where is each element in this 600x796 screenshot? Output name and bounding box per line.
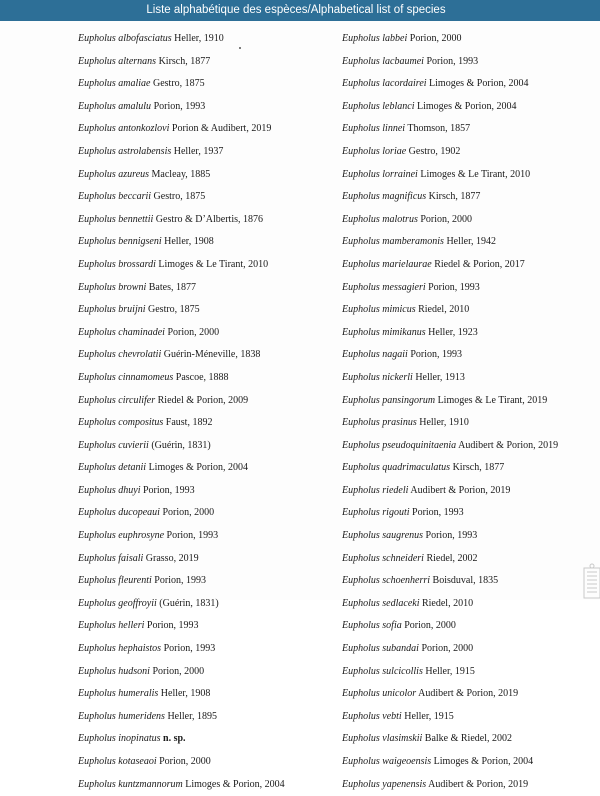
species-entry: [342, 299, 600, 322]
species-entry: [342, 728, 600, 751]
species-entry: [342, 51, 600, 74]
species-author: Porion, 2000: [404, 620, 456, 632]
species-author: Faust, 1892: [165, 417, 213, 429]
species-author: Porion, 1993: [143, 484, 195, 496]
species-entry: [342, 706, 600, 729]
species-entry: [78, 141, 330, 164]
species-name: Eupholus lacbaumei: [342, 55, 424, 67]
species-list-right-column: [342, 28, 600, 796]
species-name: Eupholus compositus: [78, 417, 164, 429]
species-author: Porion, 1993: [425, 530, 478, 542]
species-entry: [78, 593, 330, 616]
species-entry: [342, 457, 600, 480]
species-name: Eupholus chaminadei: [78, 326, 165, 338]
species-entry: [78, 548, 330, 571]
species-name: Eupholus nagaii: [342, 349, 408, 361]
species-author: Riedel, 2002: [426, 552, 478, 564]
species-entry: [342, 435, 600, 458]
species-entry: [78, 322, 330, 345]
species-author: Heller, 1915: [404, 710, 454, 722]
species-name: Eupholus prasinus: [342, 417, 417, 429]
species-author: Limoges & Porion, 2004: [148, 462, 249, 474]
species-name: Eupholus browni: [78, 281, 147, 293]
species-entry: [78, 254, 330, 277]
species-name: Eupholus azureus: [78, 168, 150, 180]
species-entry: [342, 570, 600, 593]
species-entry: [78, 728, 330, 751]
species-name: Eupholus mimicus: [342, 304, 416, 316]
species-name: Eupholus euphrosyne: [78, 530, 165, 542]
species-entry: [342, 186, 600, 209]
species-author: Audibert & Porion, 2019: [410, 484, 511, 496]
species-entry: [78, 164, 330, 187]
species-author: Limoges & Porion, 2004: [433, 756, 534, 767]
species-entry: [78, 502, 330, 525]
species-name: Eupholus astrolabensis: [78, 145, 172, 157]
species-entry: [78, 480, 330, 503]
species-entry: [342, 344, 600, 367]
species-entry: [78, 706, 330, 729]
page-header-bar: [0, 0, 600, 21]
species-author: Gestro, 1875: [153, 191, 206, 203]
species-name: Eupholus pansingorum: [342, 394, 436, 406]
species-name: Eupholus sedlaceki: [342, 597, 420, 609]
species-author: Limoges & Le Tirant, 2010: [420, 168, 531, 180]
species-name: Eupholus inopinatus: [78, 733, 161, 745]
species-author: Porion, 1993: [163, 643, 216, 655]
species-entry: [78, 73, 330, 96]
species-name: Eupholus malotrus: [342, 213, 418, 225]
species-entry: [342, 548, 600, 571]
species-entry: [78, 751, 330, 774]
species-name: Eupholus magnificus: [342, 191, 427, 203]
species-name: Eupholus circulifer: [78, 394, 156, 406]
species-name: Eupholus kuntzmannorum: [78, 778, 183, 790]
species-entry: [342, 525, 600, 548]
species-entry: [342, 751, 600, 774]
species-entry: [342, 593, 600, 616]
species-entry: [342, 231, 600, 254]
species-author: Heller, 1923: [428, 326, 478, 338]
species-author: Riedel & Porion, 2009: [157, 394, 249, 406]
species-author: Limoges & Le Tirant, 2010: [158, 258, 269, 270]
species-name: Eupholus detanii: [78, 462, 147, 474]
species-name: Eupholus saugrenus: [342, 530, 424, 542]
species-entry: [342, 277, 600, 300]
species-name: Eupholus subandai: [342, 643, 419, 655]
species-entry: [78, 277, 330, 300]
species-name: Eupholus hephaistos: [78, 643, 162, 655]
species-name: Eupholus cuvierii: [78, 439, 149, 451]
species-name: Eupholus fleurenti: [78, 575, 152, 587]
species-name: Eupholus humeralis: [78, 688, 159, 700]
species-entry: [78, 570, 330, 593]
species-name: Eupholus quadrimaculatus: [342, 462, 451, 474]
species-author: (Guérin, 1831): [151, 439, 211, 451]
species-entry: [78, 96, 330, 119]
species-author: Macleay, 1885: [151, 168, 211, 180]
species-entry: [78, 412, 330, 435]
species-author: Riedel, 2010: [421, 597, 474, 609]
species-name: Eupholus mimikanus: [342, 326, 426, 338]
species-author: Heller, 1910: [174, 33, 224, 44]
species-entry: [78, 186, 330, 209]
species-name: Eupholus sulcicollis: [342, 665, 423, 677]
species-author: Heller, 1908: [164, 236, 214, 248]
species-entry: [342, 141, 600, 164]
species-entry: [78, 367, 330, 390]
species-author: Audibert & Porion, 2019: [418, 688, 519, 700]
species-name: Eupholus bennettii: [78, 213, 154, 225]
species-author: Heller, 1910: [419, 417, 469, 429]
species-name: Eupholus faisali: [78, 552, 144, 564]
species-entry: [78, 435, 330, 458]
species-name: Eupholus chevrolatii: [78, 349, 162, 361]
species-author: Porion, 2000: [420, 213, 473, 225]
species-entry: [78, 51, 330, 74]
species-author: Porion, 1993: [154, 575, 206, 587]
species-name: Eupholus schneideri: [342, 552, 424, 564]
species-author: Porion, 1993: [426, 55, 479, 67]
species-name: Eupholus vlasimskii: [342, 733, 423, 745]
species-entry: [342, 480, 600, 503]
species-name: Eupholus linnei: [342, 123, 406, 135]
species-author: Kirsch, 1877: [158, 55, 211, 67]
species-author: Porion, 1993: [412, 507, 464, 519]
species-name: Eupholus amalulu: [78, 100, 152, 112]
species-author: Porion, 2000: [421, 643, 474, 655]
species-author: Porion, 2000: [162, 507, 215, 519]
species-author: Balke & Riedel, 2002: [424, 733, 512, 745]
species-author: Guérin-Méneville, 1838: [163, 349, 261, 361]
species-entry: [342, 73, 600, 96]
species-name: Eupholus pseudoquinitaenia: [342, 439, 457, 451]
species-name: Eupholus loriae: [342, 145, 407, 157]
species-author: Limoges & Porion, 2004: [417, 100, 517, 112]
page-header-title: Liste alphabétique des espèces/Alphabetical list of species: [146, 4, 446, 16]
species-author: Porion, 2000: [409, 33, 462, 44]
species-name: Eupholus cinnamomeus: [78, 371, 174, 383]
species-name: Eupholus dhuyi: [78, 484, 141, 496]
species-entry: [78, 299, 330, 322]
species-author: Riedel & Porion, 2017: [434, 258, 525, 270]
species-author: Porion, 2000: [152, 665, 205, 677]
species-entry: [78, 209, 330, 232]
species-author: Grasso, 2019: [145, 552, 199, 564]
species-name: Eupholus labbei: [342, 33, 408, 44]
species-entry: [342, 118, 600, 141]
species-entry: [78, 457, 330, 480]
watermark-stamp-icon: [580, 560, 600, 604]
species-entry: [78, 118, 330, 141]
species-entry: [78, 344, 330, 367]
species-author: Limoges & Porion, 2004: [185, 778, 285, 790]
species-name: Eupholus schoenherri: [342, 575, 431, 587]
species-entry: [78, 231, 330, 254]
species-author: Gestro & D’Albertis, 1876: [155, 213, 263, 225]
species-author: Porion, 2000: [167, 326, 220, 338]
species-name: Eupholus messagieri: [342, 281, 426, 293]
species-name: Eupholus lorrainei: [342, 168, 418, 180]
species-author: Boisduval, 1835: [432, 575, 499, 587]
species-author: Heller, 1895: [167, 710, 218, 722]
species-entry: [78, 661, 330, 684]
species-entry: [342, 390, 600, 413]
species-author: Gestro, 1875: [148, 304, 200, 316]
species-author: Porion, 1993: [166, 530, 219, 542]
species-name: Eupholus hudsoni: [78, 665, 150, 677]
species-name: Eupholus unicolor: [342, 688, 417, 700]
species-author: Porion, 1993: [410, 349, 463, 361]
species-name: Eupholus ducopeaui: [78, 507, 160, 519]
species-entry: [78, 638, 330, 661]
species-entry: [342, 683, 600, 706]
species-author: (Guérin, 1831): [159, 597, 219, 609]
species-author: Limoges & Le Tirant, 2019: [437, 394, 548, 406]
species-entry: [78, 615, 330, 638]
species-author: Limoges & Porion, 2004: [429, 78, 529, 90]
species-name: Eupholus albofasciatus: [78, 33, 172, 44]
species-name: Eupholus antonkozlovi: [78, 123, 170, 135]
species-author: Bates, 1877: [148, 281, 196, 293]
species-entry: [342, 322, 600, 345]
species-author: Porion, 1993: [153, 100, 206, 112]
species-name: Eupholus lacordairei: [342, 78, 427, 90]
species-name: Eupholus mamberamonis: [342, 236, 444, 248]
species-entry: [78, 683, 330, 706]
species-name: Eupholus humeridens: [78, 710, 165, 722]
species-entry: [78, 774, 330, 796]
species-entry: [342, 96, 600, 119]
species-name: Eupholus amaliae: [78, 78, 151, 90]
species-list-left-column: [78, 28, 330, 796]
species-author: Porion, 1993: [146, 620, 199, 632]
species-author: Riedel, 2010: [418, 304, 470, 316]
species-entry: [78, 28, 330, 51]
species-entry: [342, 502, 600, 525]
species-author: Pascoe, 1888: [175, 371, 229, 383]
species-name: Eupholus vebti: [342, 710, 402, 722]
species-name: Eupholus brossardi: [78, 258, 156, 270]
species-entry: [342, 209, 600, 232]
species-name: Eupholus kotaseaoi: [78, 756, 157, 767]
species-entry: [342, 254, 600, 277]
species-entry: [78, 525, 330, 548]
species-author: Heller, 1915: [425, 665, 475, 677]
species-author: Heller, 1942: [446, 236, 497, 248]
species-name: Eupholus sofia: [342, 620, 402, 632]
species-entry: [342, 774, 600, 796]
species-author: Kirsch, 1877: [428, 191, 481, 203]
species-author: Heller, 1908: [160, 688, 211, 700]
species-author: Audibert & Porion, 2019: [428, 778, 529, 790]
species-name: Eupholus yapenensis: [342, 778, 427, 790]
species-name: Eupholus beccarii: [78, 191, 152, 203]
species-name: Eupholus nickerli: [342, 371, 413, 383]
species-author: Porion, 1993: [428, 281, 480, 293]
species-author: Porion & Audibert, 2019: [171, 123, 272, 135]
species-name: Eupholus marielaurae: [342, 258, 432, 270]
species-name: Eupholus bruijni: [78, 304, 146, 316]
species-name: Eupholus geoffroyii: [78, 597, 157, 609]
species-entry: [342, 638, 600, 661]
species-entry: [342, 367, 600, 390]
species-entry: [342, 661, 600, 684]
species-author: Heller, 1937: [173, 145, 224, 157]
species-author: Gestro, 1875: [153, 78, 205, 90]
species-entry: [342, 28, 600, 51]
species-author: Audibert & Porion, 2019: [458, 439, 559, 451]
species-author: Porion, 2000: [159, 756, 211, 767]
species-name: Eupholus helleri: [78, 620, 145, 632]
species-name: Eupholus riedeli: [342, 484, 409, 496]
species-name: Eupholus alternans: [78, 55, 157, 67]
species-entry: [342, 164, 600, 187]
species-entry: [342, 615, 600, 638]
species-entry: [342, 412, 600, 435]
species-entry: [78, 390, 330, 413]
species-name: Eupholus rigouti: [342, 507, 410, 519]
species-author: n. sp.: [163, 733, 186, 745]
species-author: Thomson, 1857: [407, 123, 471, 135]
species-author: Heller, 1913: [415, 371, 465, 383]
species-author: Gestro, 1902: [408, 145, 461, 157]
species-name: Eupholus leblanci: [342, 100, 415, 112]
species-name: Eupholus bennigseni: [78, 236, 162, 248]
species-author: Kirsch, 1877: [452, 462, 505, 474]
species-name: Eupholus waigeoensis: [342, 756, 432, 767]
